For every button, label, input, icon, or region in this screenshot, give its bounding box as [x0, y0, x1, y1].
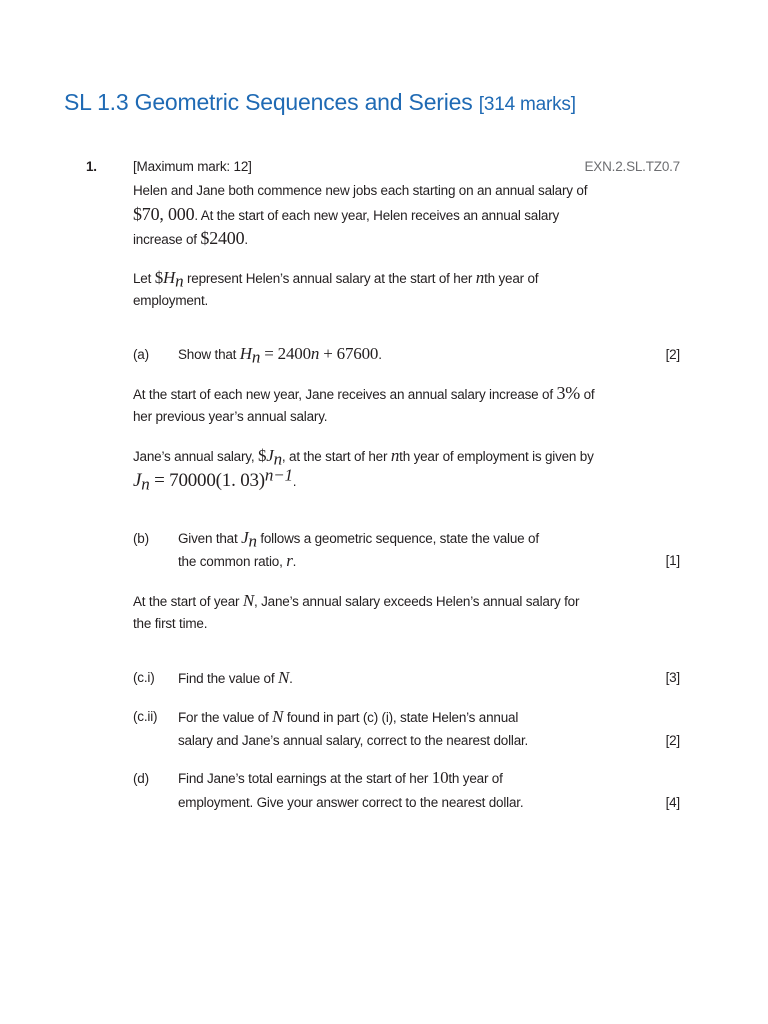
question-code: EXN.2.SL.TZ0.7 — [584, 159, 680, 174]
part-ci-text: Find the value of N. — [178, 668, 293, 687]
part-d-marks: [4] — [665, 795, 680, 810]
part-a-text: Show that $H_n = 2400n + 67600$. — [178, 344, 382, 367]
page-title — [64, 89, 576, 116]
definition-line-2: employment. — [133, 293, 209, 308]
part-cii-label: (c.ii) — [133, 709, 158, 724]
jane-formula: $J_n = 70000(1$. 03)$^{n-1}$. — [133, 465, 297, 494]
part-cii-marks: [2] — [665, 733, 680, 748]
part-cii-line-2: salary and Jane’s annual salary, correct to the nearest dollar. — [178, 733, 529, 748]
initial-salary: $70, 000 — [133, 204, 195, 224]
jane-salary-line: Jane’s annual salary, $\$J_n$, at the start of her nth year of employment is given by — [133, 446, 594, 469]
part-b-line-1: Given that $J_n$ follows a geometric sequence, state the value of — [178, 528, 539, 551]
intro-line-2: $70, 000. At the start of each new year, Helen receives an annual salary — [133, 204, 560, 224]
part-a-label: (a) — [133, 347, 149, 362]
part-d-label: (d) — [133, 771, 149, 786]
total-marks: [314 marks] — [478, 94, 576, 115]
part-ci-label: (c.i) — [133, 670, 155, 685]
year-n-line-2: the first time. — [133, 616, 208, 631]
part-a-marks: [2] — [665, 347, 680, 362]
intro-line-1: Helen and Jane both commence new jobs each starting on an annual salary of — [133, 183, 588, 198]
part-b-label: (b) — [133, 531, 149, 546]
max-mark: [Maximum mark: 12] — [133, 159, 252, 174]
salary-increase: $2400 — [200, 228, 245, 248]
year-n-line-1: At the start of year N, Jane’s annual salary exceeds Helen’s annual salary for — [133, 591, 580, 610]
part-b-marks: [1] — [665, 553, 680, 568]
intro-line-3: increase of $2400. — [133, 228, 248, 248]
part-d-line-1: Find Jane’s total earnings at the start of her 10th year of — [178, 768, 503, 787]
part-ci-marks: [3] — [665, 670, 680, 685]
jane-increase-line-1: At the start of each new year, Jane receives an annual salary increase of 3% of — [133, 383, 595, 403]
title-text: SL 1.3 Geometric Sequences and Series — [64, 89, 473, 115]
part-d-line-2: employment. Give your answer correct to the nearest dollar. — [178, 795, 524, 810]
jane-increase-line-2: her previous year’s annual salary. — [133, 409, 328, 424]
question-number: 1. — [86, 159, 97, 174]
part-cii-line-1: For the value of N found in part (c) (i), state Helen’s annual — [178, 707, 519, 726]
definition-line: Let $\$H_n$ represent Helen’s annual salary at the start of her nth year of — [133, 268, 539, 291]
part-b-line-2: the common ratio, r. — [178, 551, 297, 570]
